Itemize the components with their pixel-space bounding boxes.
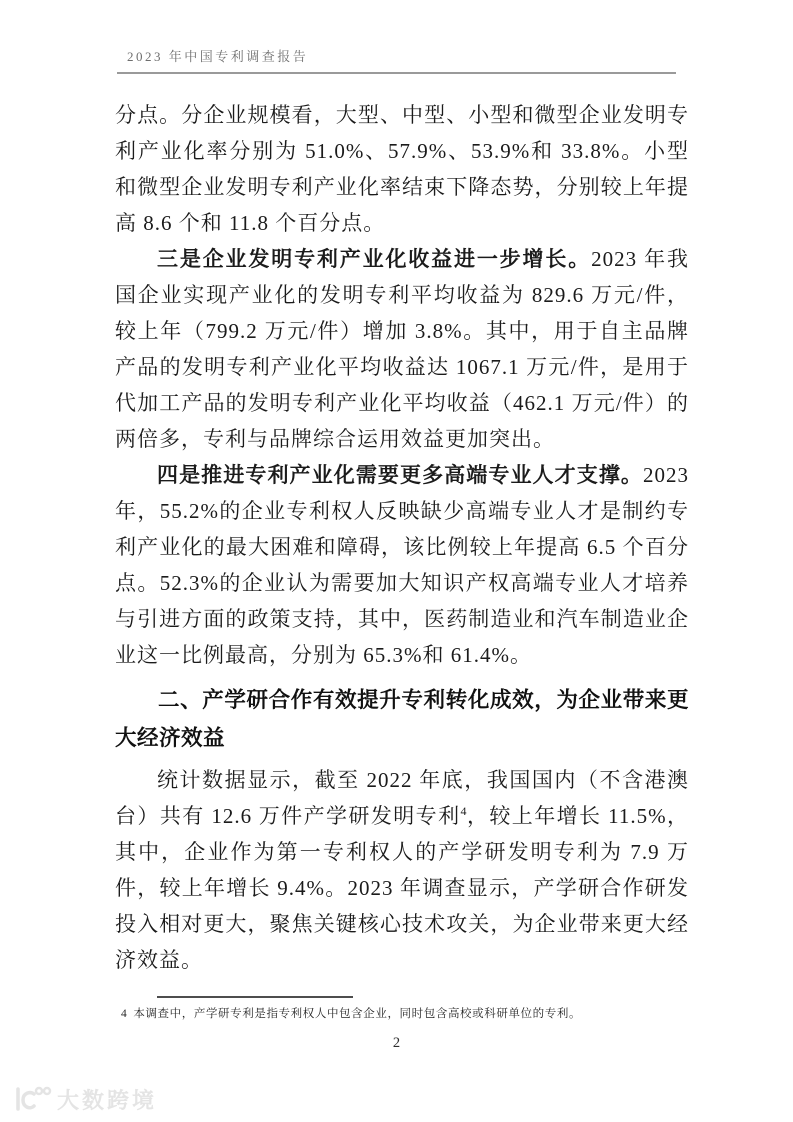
watermark-logo-icon (10, 1085, 52, 1115)
paragraph-text: 分点。分企业规模看，大型、中型、小型和微型企业发明专利产业化率分别为 51.0%、57.9%、53.9%和 33.8%。小型和微型企业发明专利产业化率结束下降态势，分别较上年提高 8.6 个和 11.8 个百分点。 (115, 103, 689, 235)
document-body (115, 97, 689, 978)
paragraph-point-three (115, 241, 689, 457)
paragraph-point-four (115, 457, 689, 673)
paragraph-text: ，较上年增长 11.5%，其中，企业作为第一专利权人的产学研发明专利为 7.9 万件，较上年增长 9.4%。2023 年调查显示，产学研合作研发投入相对更大，聚焦关键核心技术攻关，为企业带来更大经济效益。 (115, 804, 690, 972)
page-header (117, 46, 676, 74)
footnote-separator (157, 996, 353, 998)
page-number: 2 (392, 1035, 401, 1051)
footnote-area (115, 996, 689, 1021)
paragraph-lead-bold: 四是推进专利产业化需要更多高端专业人才支撑。 (157, 463, 643, 487)
paragraph-text: 统计数据显示，截至 2022 年底，我国国内（不含港澳台）共有 12.6 万件产学研发明专利 (115, 768, 689, 828)
paragraph-lead-bold: 三是企业发明专利产业化收益进一步增长。 (157, 247, 592, 271)
watermark-brand: 大数跨境 (57, 1088, 158, 1113)
paragraph-continued (115, 97, 689, 241)
running-head-title: 2023 年中国专利调查报告 (127, 49, 309, 64)
footnote-body: 本调查中，产学研专利是指专利权人中包含企业，同时包含高校或科研单位的专利。 (133, 1008, 582, 1020)
paragraph-text: 2023 年我国企业实现产业化的发明专利平均收益为 829.6 万元/件，较上年（799.2 万元/件）增加 3.8%。其中，用于自主品牌产品的发明专利产业化平均收益达 1067.1 万元/件，是用于代加工产品的发明专利产业化平均收益（462.1 万元/件）的两倍多，专利与品牌综合运用效益更加突出。 (115, 247, 690, 451)
section-heading: 二、产学研合作有效提升专利转化成效，为企业带来更大经济效益 (115, 688, 689, 750)
paragraph-statistics (115, 762, 689, 978)
paragraph-text: 2023 年，55.2%的企业专利权人反映缺少高端专业人才是制约专利产业化的最大困难和障碍，该比例较上年提高 6.5 个百分点。52.3%的企业认为需要加大知识产权高端专业人才培养与引进方面的政策支持，其中，医药制造业和汽车制造业企业这一比例最高，分别为 65.3%和 61.4%。 (115, 463, 689, 667)
footnote-text (115, 1005, 689, 1021)
footnote-reference: 4 (460, 804, 467, 818)
footnote-marker: 4 (121, 1008, 128, 1020)
watermark (10, 1084, 157, 1115)
